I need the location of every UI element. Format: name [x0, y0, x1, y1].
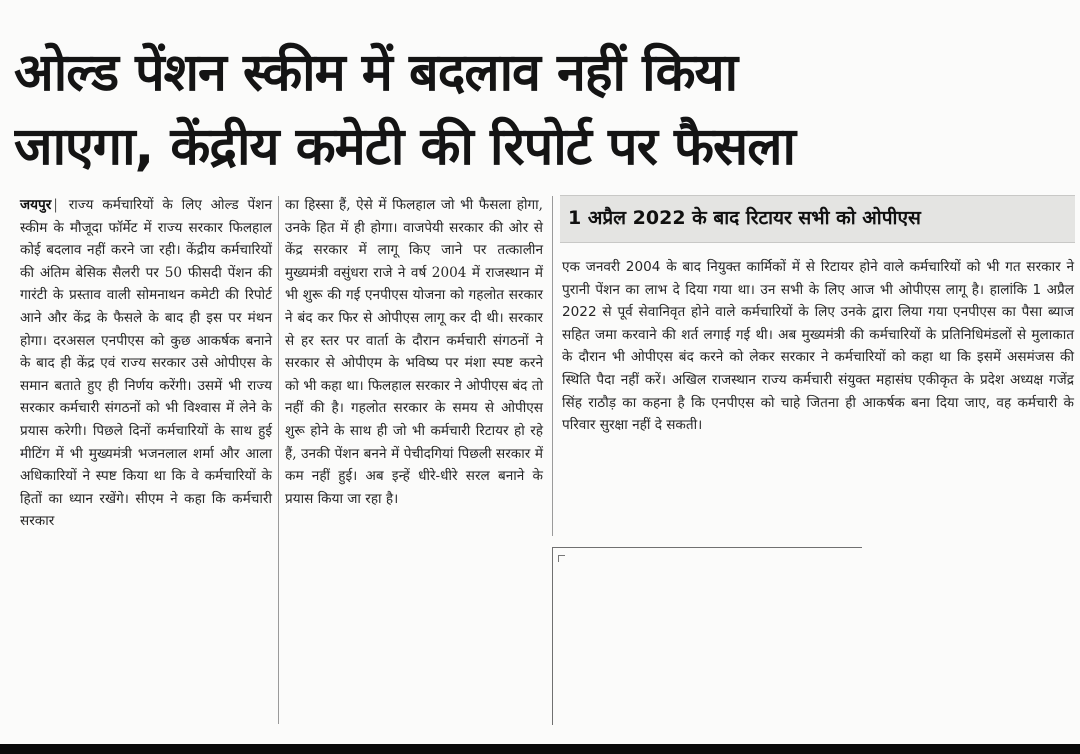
article-column-1-text: राज्य कर्मचारियों के लिए ओल्ड पेंशन स्कीम के मौजूदा फॉर्मेट में राज्य सरकार फिलहाल कोई बदलाव नहीं करने जा रही। केंद्रीय कर्मचारियों की अंतिम बेसिक सैलरी पर 50 फीसदी पेंशन की गारंटी के प्रस्ताव वाली सोमनाथन कमेटी की रिपोर्ट आने और केंद्र के फैसले के बाद ही इस पर मंथन होगा। दरअसल एनपीएस को कुछ आकर्षक बनाने के बाद ही केंद्र एवं राज्य सरकार उसे ओपीएस के समान बताते हुए ही निर्णय करेंगी। उसमें भी राज्य सरकार कर्मचारी संगठनों को भी विश्वास में लेने के प्रयास करेगी। पिछले दिनों कर्मचारियों के साथ हुई मीटिंग में भी मुख्यमंत्री भजनलाल शर्मा और आला अधिकारियों ने स्पष्ट किया था कि वे कर्मचारियों के हितों का ध्यान रखेंगे। सीएम ने कहा कि कर्मचारी सरकार [20, 197, 273, 530]
sidebar-subheading: 1 अप्रैल 2022 के बाद रिटायर सभी को ओपीएस [568, 207, 921, 229]
empty-frame-top-border [552, 547, 862, 548]
article-column-2-text: का हिस्सा हैं, ऐसे में फिलहाल जो भी फैसला होगा, उनके हित में ही होगा। वाजपेयी सरकार की ओर से केंद्र सरकार में लागू किए जाने पर तत्कालीन मुख्यमंत्री वसुंधरा राजे ने वर्ष 2004 में राजस्थान में भी शुरू की गई एनपीएस योजना को गहलोत सरकार ने बंद कर फिर से ओपीएस लागू कर दी थी। सरकार से हर स्तर पर वार्ता के दौरान कर्मचारी संगठनों ने सरकार से ओपीएम के भविष्य पर मंशा स्पष्ट करने को भी कहा था। फिलहाल सरकार ने ओपीएस बंद तो नहीं की है। गहलोत सरकार के समय से ओपीएस शुरू होने के साथ ही जो भी कर्मचारी रिटायर हो रहे हैं, उनकी पेंशन बनने में पेचीदगियां पिछली सरकार में कम नहीं हुई। अब इन्हें धीरे-धीरे सरल बनाने के प्रयास किया जा रहा है। [285, 197, 543, 507]
sidebar-body [562, 256, 1074, 437]
headline-line-2: जाएगा, केंद्रीय कमेटी की रिपोर्ट पर फैसला [14, 117, 795, 177]
bottom-edge-band [0, 744, 1080, 754]
article-column-1 [20, 194, 272, 533]
dateline-separator: | [53, 197, 58, 213]
column-divider [278, 196, 279, 724]
article-column-2 [285, 194, 543, 510]
sidebar-divider [552, 196, 553, 536]
frame-corner-mark [558, 555, 565, 562]
empty-frame-left-border [552, 547, 553, 725]
sidebar-subheading-box [560, 195, 1075, 243]
sidebar-body-text: एक जनवरी 2004 के बाद नियुक्त कार्मिकों में से रिटायर होने वाले कर्मचारियों को भी गत सरकार ने पुरानी पेंशन का लाभ दे दिया गया था। उन सभी के लिए आज भी ओपीएस लागू है। हालांकि 1 अप्रैल 2022 से पूर्व सेवानिवृत होने वाले कर्मचारियों के लिए उनके द्वारा लिया गया एनपीएस का पैसा ब्याज सहित जमा करवाने की शर्त लगाई गई थी। अब मुख्यमंत्री की कर्मचारियों के प्रतिनिधिमंडलों से मुलाकात के दौरान भी ओपीएस बंद करने को लेकर सरकार ने कर्मचारियों को कहा था कि इसमें असमंजस की स्थिति पैदा नहीं करें। अखिल राजस्थान राज्य कर्मचारी संयुक्त महासंघ एकीकृत के प्रदेश अध्यक्ष गजेंद्र सिंह राठौड़ का कहना है कि एनपीएस को चाहे जितना ही आकर्षक बना दिया जाए, वह कर्मचारी के परिवार सुरक्षा नहीं दे सकती। [562, 259, 1074, 434]
headline-line-1: ओल्ड पेंशन स्कीम में बदलाव नहीं किया [14, 43, 738, 103]
dateline: जयपुर [20, 197, 52, 213]
